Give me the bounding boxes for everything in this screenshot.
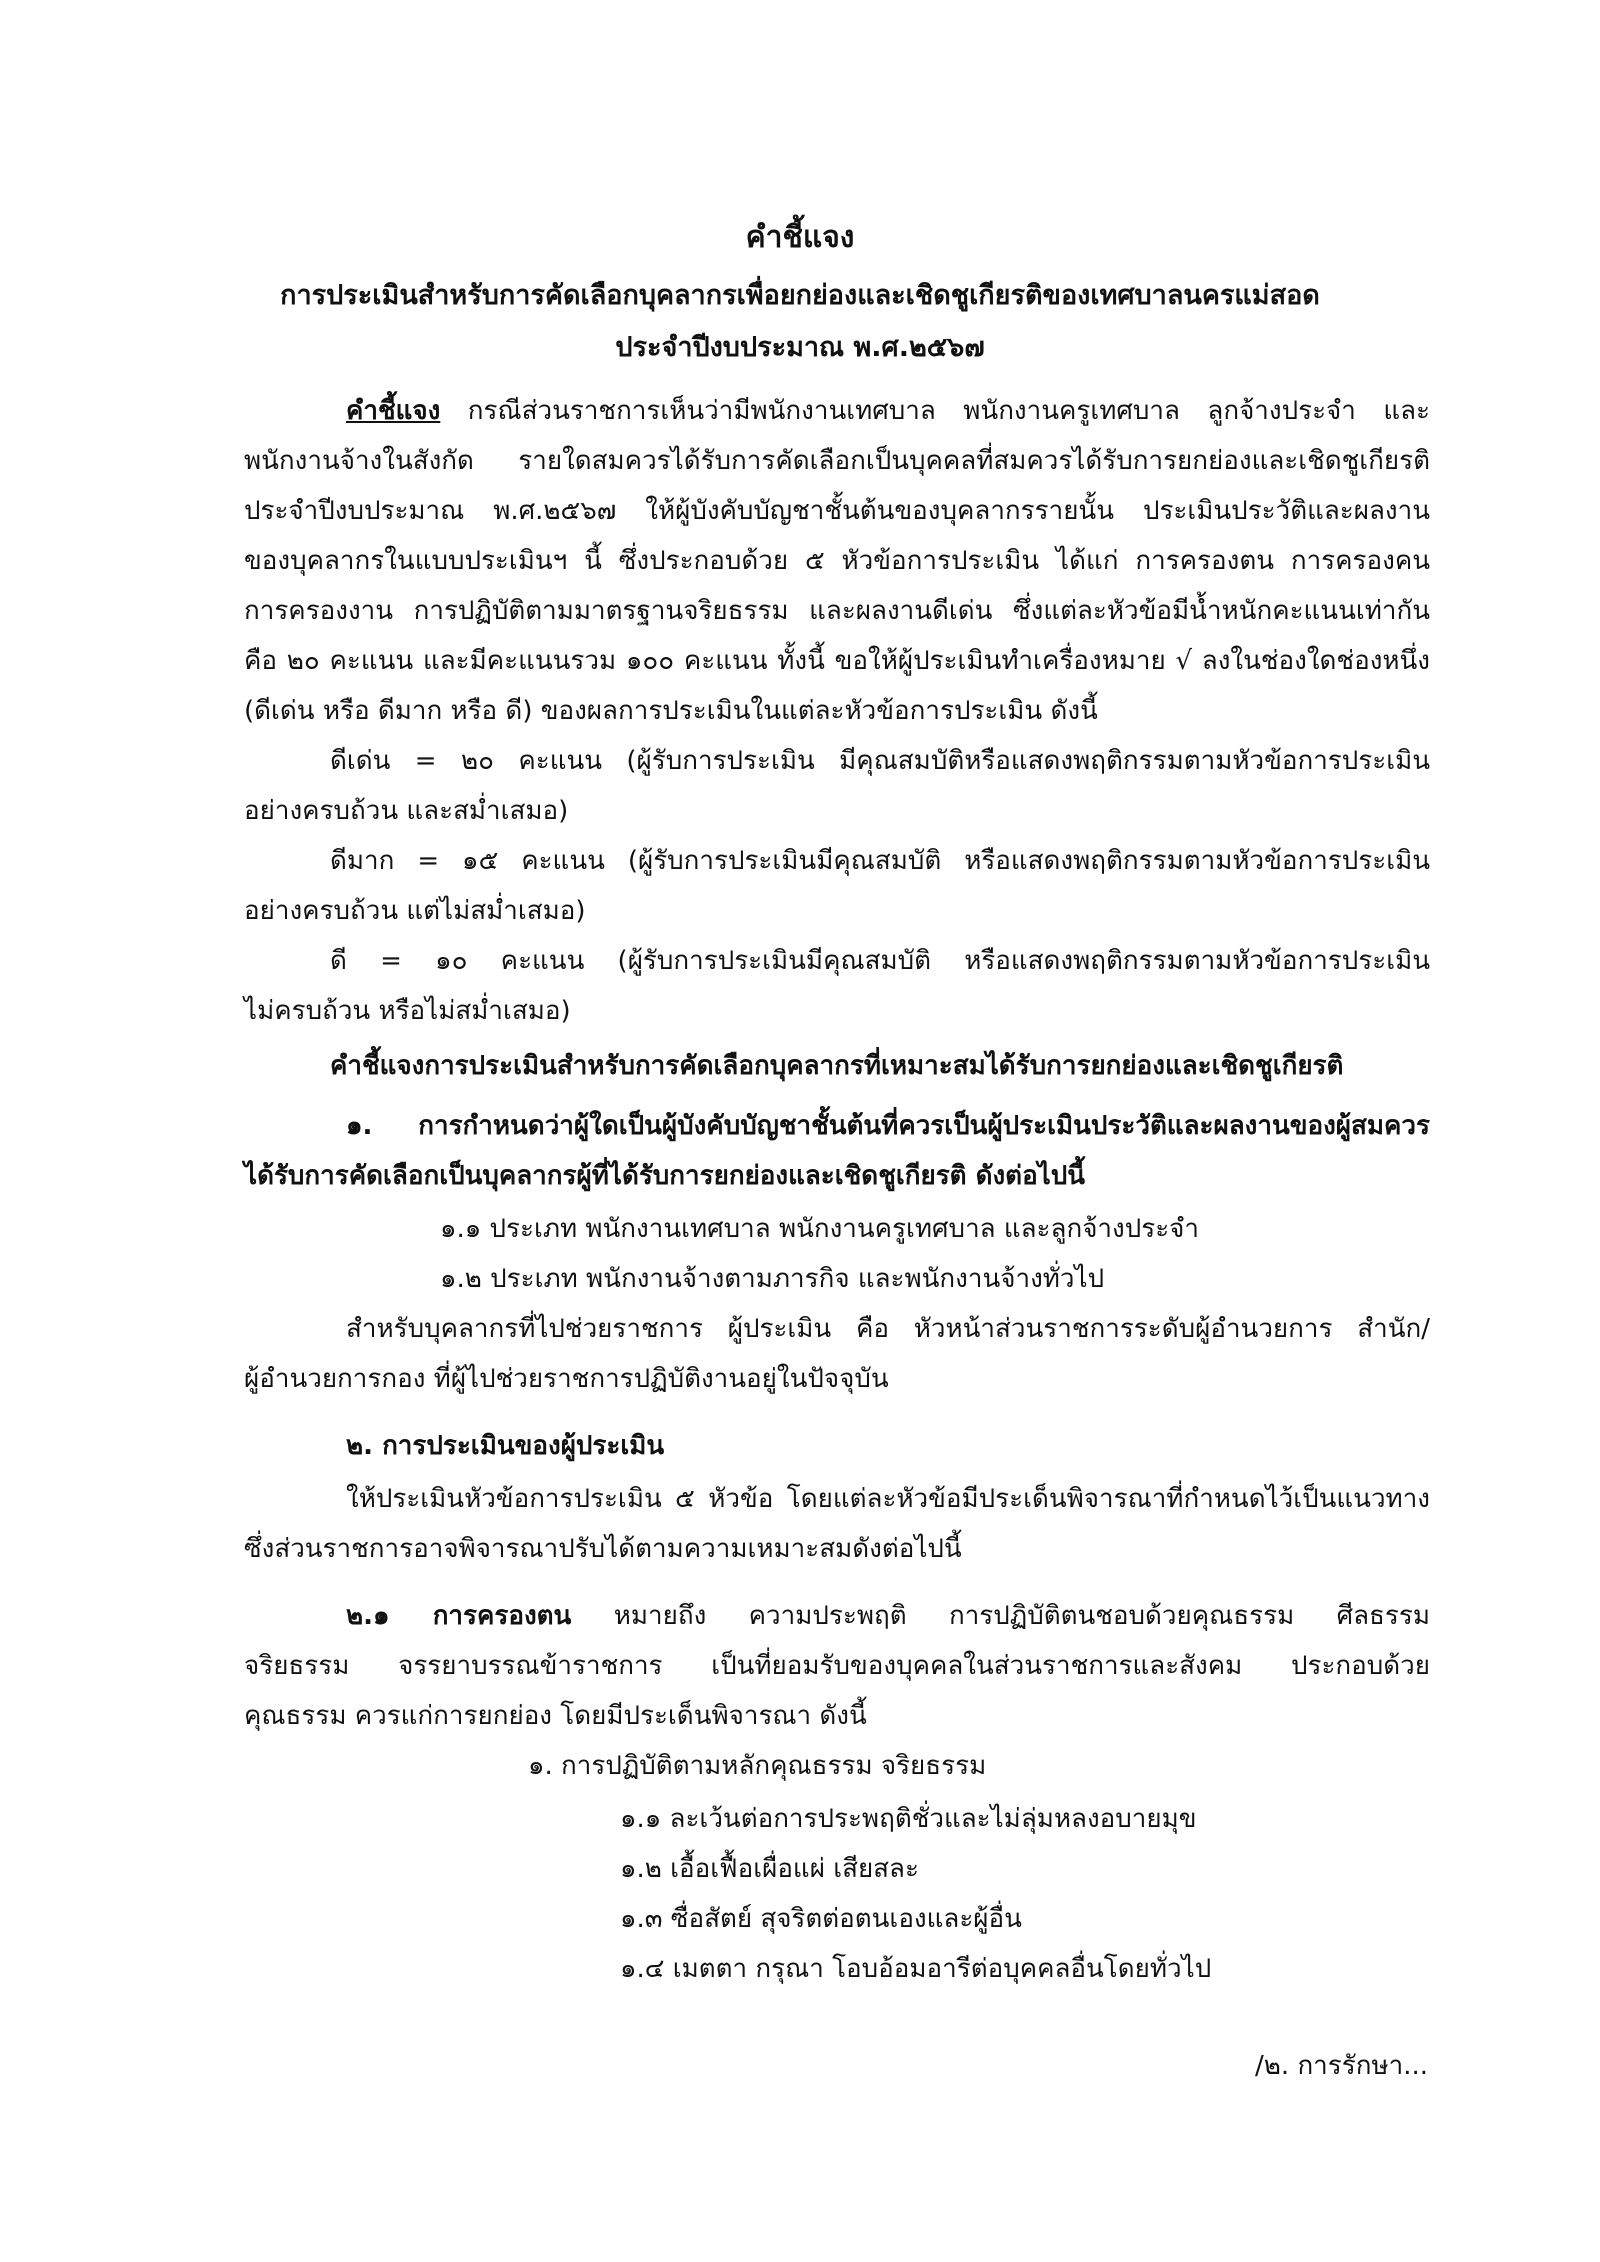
- intro-line-6: คือ ๒๐ คะแนน และมีคะแนนรวม ๑๐๐ คะแนน ทั้งนี้ ขอให้ผู้ประเมินทำเครื่องหมาย √ ลงในช่องใดช่องหนึ่ง: [244, 646, 1430, 676]
- item21-sub-2: ๑.๒ เอื้อเฟื้อเผื่อแผ่ เสียสละ: [620, 1854, 919, 1884]
- section-heading: คำชี้แจงการประเมินสำหรับการคัดเลือกบุคลากรที่เหมาะสมได้รับการยกย่องและเชิดชูเกียรติ: [330, 1051, 1344, 1081]
- item1-line-1: ๑. การกำหนดว่าผู้ใดเป็นผู้บังคับบัญชาชั้นต้นที่ควรเป็นผู้ประเมินประวัติและผลงานของผู้สมควร: [346, 1111, 1430, 1141]
- item21-label: ๒.๑ การครองตน: [346, 1601, 572, 1631]
- scale-good-line-2: ไม่ครบถ้วน หรือไม่สม่ำเสมอ): [244, 996, 571, 1026]
- intro-line-4: ของบุคลากรในแบบประเมินฯ นี้ ซึ่งประกอบด้วย ๕ หัวข้อการประเมิน ได้แก่ การครองตน การครองคน: [244, 546, 1430, 576]
- page-continuation: /๒. การรักษา...: [1255, 2051, 1428, 2081]
- scale-excellent-line-2: อย่างครบถ้วน และสม่ำเสมอ): [244, 796, 569, 826]
- item2-line-2: ซึ่งส่วนราชการอาจพิจารณาปรับได้ตามความเหมาะสมดังต่อไปนี้: [244, 1534, 962, 1564]
- intro-line-2: พนักงานจ้างในสังกัด รายใดสมควรได้รับการคัดเลือกเป็นบุคคลที่สมควรได้รับการยกย่องและเชิดชูเกียรติ: [244, 446, 1430, 476]
- item21-line-1: ๒.๑ การครองตน หมายถึง ความประพฤติ การปฏิบัติตนชอบด้วยคุณธรรม ศีลธรรม: [346, 1601, 1430, 1631]
- document-subtitle: การประเมินสำหรับการคัดเลือกบุคลากรเพื่อยกย่องและเชิดชูเกียรติของเทศบาลนครแม่สอด: [280, 280, 1320, 311]
- scale-verygood-line-2: อย่างครบถ้วน แต่ไม่สม่ำเสมอ): [244, 896, 586, 926]
- intro-line-3: ประจำปีงบประมาณ พ.ศ.๒๕๖๗ ให้ผู้บังคับบัญชาชั้นต้นของบุคลากรรายนั้น ประเมินประวัติและผลงาน: [244, 496, 1430, 526]
- item21-line-3: คุณธรรม ควรแก่การยกย่อง โดยมีประเด็นพิจารณา ดังนี้: [244, 1701, 867, 1731]
- scale-good-line-1: ดี = ๑๐ คะแนน (ผู้รับการประเมินมีคุณสมบัติ หรือแสดงพฤติกรรมตามหัวข้อการประเมิน: [330, 946, 1430, 976]
- item1-note-1: สำหรับบุคลากรที่ไปช่วยราชการ ผู้ประเมิน คือ หัวหน้าส่วนราชการระดับผู้อำนวยการ สำนัก/: [346, 1314, 1430, 1344]
- document-subtitle-year: ประจำปีงบประมาณ พ.ศ.๒๕๖๗: [615, 332, 985, 363]
- item2-heading: ๒. การประเมินของผู้ประเมิน: [346, 1431, 665, 1461]
- item1-note-2: ผู้อำนวยการกอง ที่ผู้ไปช่วยราชการปฏิบัติงานอยู่ในปัจจุบัน: [244, 1364, 889, 1394]
- intro-line-5: การครองงาน การปฏิบัติตามมาตรฐานจริยธรรม และผลงานดีเด่น ซึ่งแต่ละหัวข้อมีน้ำหนักคะแนนเท่ากัน: [244, 596, 1430, 626]
- scale-verygood-line-1: ดีมาก = ๑๕ คะแนน (ผู้รับการประเมินมีคุณสมบัติ หรือแสดงพฤติกรรมตามหัวข้อการประเมิน: [330, 846, 1430, 876]
- item21-line-2: จริยธรรม จรรยาบรรณข้าราชการ เป็นที่ยอมรับของบุคคลในส่วนราชการและสังคม ประกอบด้วย: [244, 1651, 1430, 1681]
- item2-line-1: ให้ประเมินหัวข้อการประเมิน ๕ หัวข้อ โดยแต่ละหัวข้อมีประเด็นพิจารณาที่กำหนดไว้เป็นแนวทาง: [346, 1484, 1430, 1514]
- intro-line-7: (ดีเด่น หรือ ดีมาก หรือ ดี) ของผลการประเมินในแต่ละหัวข้อการประเมิน ดังนี้: [244, 696, 1098, 726]
- intro-line-1: คำชี้แจง กรณีส่วนราชการเห็นว่ามีพนักงานเทศบาล พนักงานครูเทศบาล ลูกจ้างประจำ และ: [346, 396, 1430, 426]
- intro-label: คำชี้แจง: [346, 396, 441, 426]
- document-title: คำชี้แจง: [745, 220, 855, 255]
- item1-sub-2: ๑.๒ ประเภท พนักงานจ้างตามภารกิจ และพนักงานจ้างทั่วไป: [440, 1264, 1105, 1294]
- item21-sub-1: ๑.๑ ละเว้นต่อการประพฤติชั่วและไม่ลุ่มหลงอบายมุข: [620, 1804, 1197, 1834]
- item1-sub-1: ๑.๑ ประเภท พนักงานเทศบาล พนักงานครูเทศบาล และลูกจ้างประจำ: [440, 1214, 1199, 1244]
- item21-sub-4: ๑.๔ เมตตา กรุณา โอบอ้อมอารีต่อบุคคลอื่นโดยทั่วไป: [620, 1954, 1212, 1984]
- item21-point-1: ๑. การปฏิบัติตามหลักคุณธรรม จริยธรรม: [528, 1751, 987, 1781]
- item1-line-2: ได้รับการคัดเลือกเป็นบุคลากรผู้ที่ได้รับการยกย่องและเชิดชูเกียรติ ดังต่อไปนี้: [244, 1161, 1086, 1191]
- scale-excellent-line-1: ดีเด่น = ๒๐ คะแนน (ผู้รับการประเมิน มีคุณสมบัติหรือแสดงพฤติกรรมตามหัวข้อการประเมิน: [330, 746, 1430, 776]
- item21-sub-3: ๑.๓ ซื่อสัตย์ สุจริตต่อตนเองและผู้อื่น: [620, 1904, 1022, 1934]
